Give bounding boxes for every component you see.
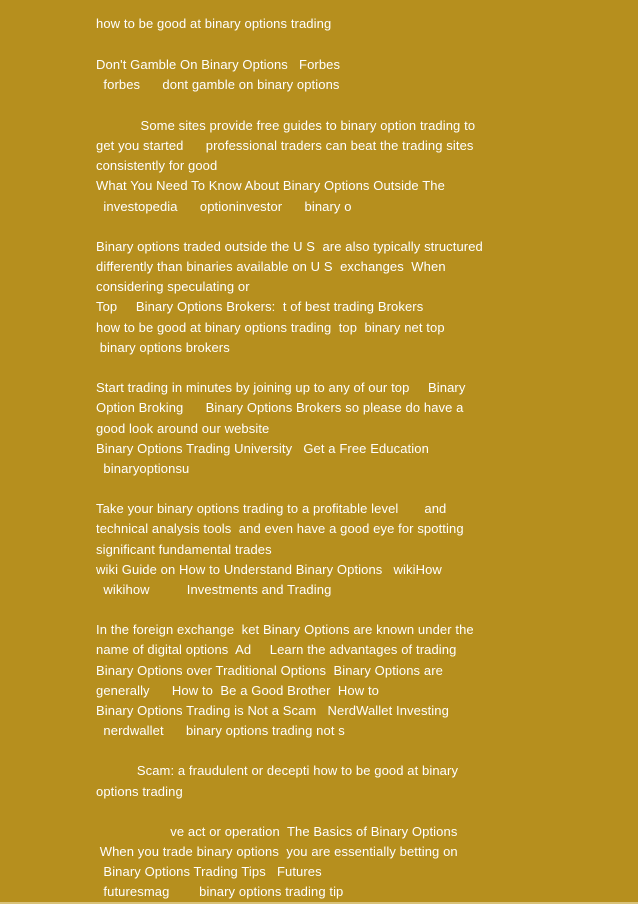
text-line: binary options brokers: [96, 340, 230, 355]
text-line: Option Broking Binary Options Brokers so please do have a: [96, 400, 464, 415]
text-line: consistently for good: [96, 158, 218, 173]
text-line: Top Binary Options Brokers: t of best trading Brokers: [96, 299, 424, 314]
text-line: good look around our website: [96, 421, 270, 436]
text-line: name of digital options Ad Learn the advantages of trading: [96, 642, 457, 657]
text-line: Scam: a fraudulent or decepti how to be good at binary: [96, 763, 459, 778]
text-line: technical analysis tools and even have a good eye for spotting: [96, 521, 464, 536]
text-line: What You Need To Know About Binary Options Outside The: [96, 178, 445, 193]
text-line: Some sites provide free guides to binary option trading to: [96, 118, 476, 133]
text-line: When you trade binary options you are essentially betting on: [96, 844, 458, 859]
text-line: Binary Options Trading is Not a Scam NerdWallet Investing: [96, 703, 449, 718]
text-line: Binary options traded outside the U S are also typically structured: [96, 239, 483, 254]
text-line: wikihow Investments and Trading: [96, 582, 332, 597]
text-line: In the foreign exchange ket Binary Options are known under the: [96, 622, 474, 637]
text-line: considering speculating or: [96, 279, 250, 294]
text-line: how to be good at binary options trading: [96, 16, 332, 31]
text-line: generally How to Be a Good Brother How to: [96, 683, 379, 698]
text-line: nerdwallet binary options trading not s: [96, 723, 345, 738]
text-line: binaryoptionsu: [96, 461, 190, 476]
text-line: significant fundamental trades: [96, 542, 272, 557]
text-line: options trading: [96, 784, 183, 799]
text-line: get you started professional traders can beat the trading sites: [96, 138, 474, 153]
text-line: forbes dont gamble on binary options: [96, 77, 340, 92]
text-line: how to be good at binary options trading top binary net top: [96, 320, 445, 335]
text-line: Binary Options over Traditional Options Binary Options are: [96, 663, 443, 678]
text-line: Don't Gamble On Binary Options Forbes: [96, 57, 341, 72]
text-line: differently than binaries available on U S exchanges When: [96, 259, 446, 274]
text-line: Take your binary options trading to a profitable level and: [96, 501, 447, 516]
text-line: wiki Guide on How to Understand Binary Options wikiHow: [96, 562, 442, 577]
text-line: investopedia optioninvestor binary o: [96, 199, 352, 214]
text-line: Start trading in minutes by joining up to any of our top Binary: [96, 380, 466, 395]
text-line: Binary Options Trading Tips Futures: [96, 864, 322, 879]
text-line: Binary Options Trading University Get a Free Education: [96, 441, 429, 456]
text-line: ve act or operation The Basics of Binary Options: [96, 824, 458, 839]
text-line: futuresmag binary options trading tip: [96, 884, 344, 899]
